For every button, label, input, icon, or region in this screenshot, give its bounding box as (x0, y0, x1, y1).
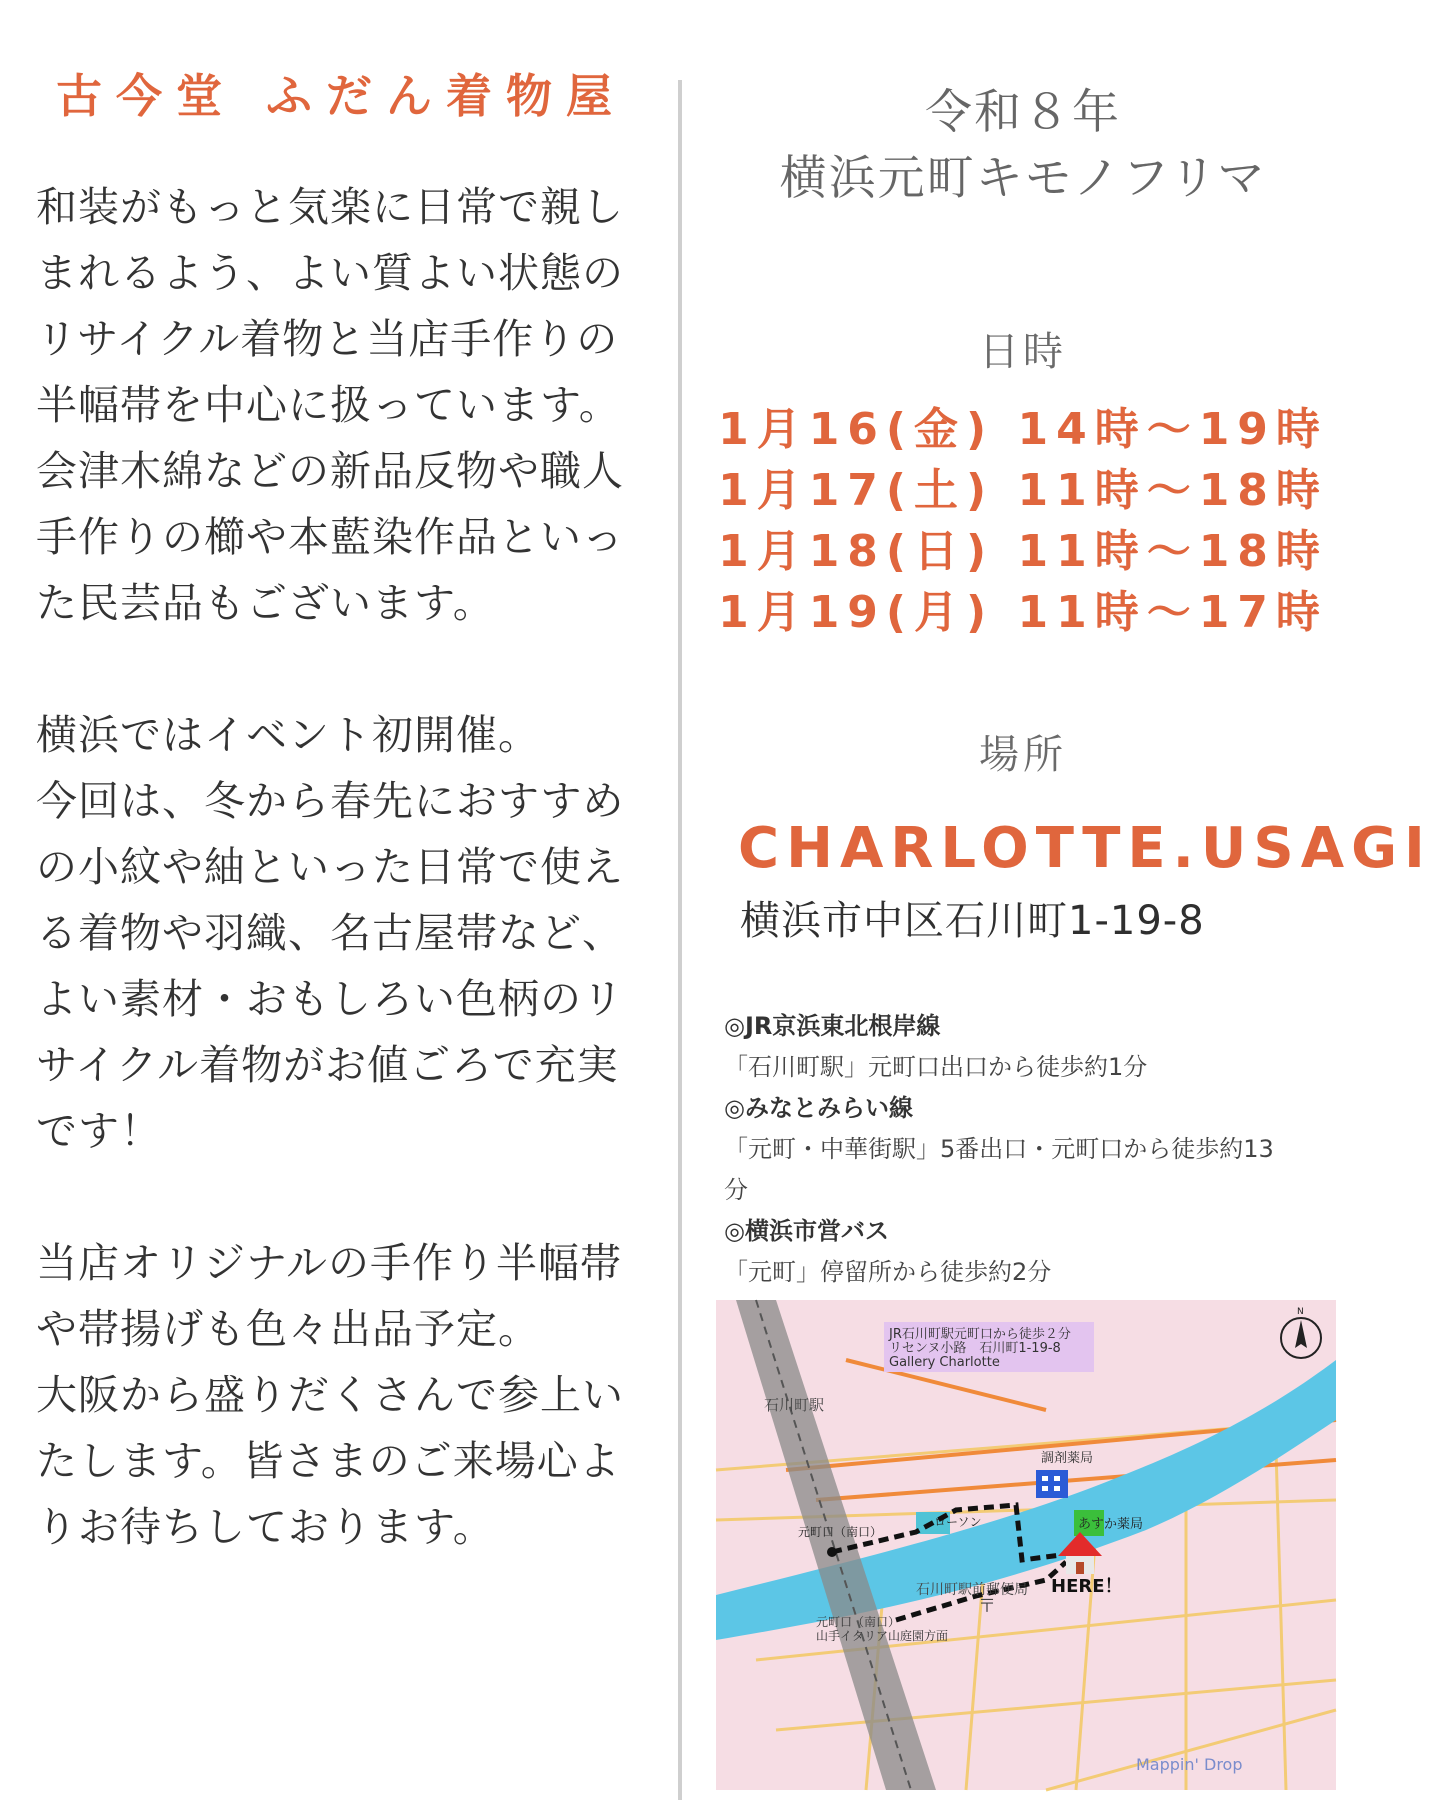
event-info-column (708, 80, 1432, 1293)
text-line: や帯揚げも色々出品予定。 (36, 1305, 540, 1353)
map-pharmacy1-label: 調剤薬局 (1041, 1451, 1094, 1466)
column-divider (678, 80, 682, 1800)
map-exit-south-line1: 元町口（南口） (816, 1615, 901, 1629)
map-callout-line1: JR石川町駅元町口から徒歩２分 (889, 1327, 1071, 1342)
shop-intro-column (36, 60, 646, 1560)
text-line: た民芸品もございます。 (36, 579, 495, 627)
place-heading: 場所 (979, 732, 1067, 778)
access-info (724, 1006, 1338, 1293)
map-callout-line2: リセンヌ小路 石川町1-19-8 (889, 1341, 1061, 1356)
intro-paragraph-2 (36, 702, 646, 1164)
schedule-list (708, 399, 1338, 643)
text-line: 今回は、冬から春先におすすめ (36, 777, 625, 825)
map-callout-line3: Gallery Charlotte (889, 1355, 1000, 1370)
venue-address: 横浜市中区石川町1-19-8 (740, 898, 1205, 944)
datetime-heading: 日時 (979, 329, 1067, 375)
pharmacy-building-icon (1036, 1470, 1068, 1498)
event-title (708, 80, 1338, 212)
text-line: 手作りの櫛や本藍染作品といっ (36, 513, 624, 561)
intro-paragraph-1 (36, 174, 646, 636)
access-jr-title: ◎JR京浜東北根岸線 (724, 1012, 941, 1040)
map-exit-north-label: 元町口（南口） (798, 1525, 883, 1539)
map-post-office-label: 石川町駅前郵便局 (916, 1582, 1028, 1598)
schedule-day-1: 1月16(金) 14時～19時 (718, 404, 1328, 455)
access-bus-detail: 「元町」停留所から徒歩約2分 (724, 1258, 1052, 1286)
access-map (716, 1300, 1336, 1790)
text-line: の小紋や紬といった日常で使え (36, 843, 624, 891)
event-title-name: 横浜元町キモノフリマ (779, 151, 1267, 206)
access-mm-title: ◎みなとみらい線 (724, 1094, 913, 1122)
shop-name: 古今堂 ふだん着物屋 (55, 69, 626, 123)
event-title-era: 令和８年 (925, 85, 1121, 140)
map-lawson-label: ローソン (934, 1515, 982, 1529)
schedule-day-2: 1月17(土) 11時～18時 (718, 465, 1328, 516)
text-line: 横浜ではイベント初開催。 (36, 711, 540, 759)
svg-text:N: N (1297, 1307, 1304, 1317)
text-line: です！ (36, 1107, 162, 1155)
text-line: 会津木綿などの新品反物や職人 (36, 447, 624, 495)
text-line: りお待ちしております。 (36, 1503, 495, 1551)
intro-paragraph-3 (36, 1230, 646, 1560)
map-pharmacy2-label: あすか薬局 (1078, 1517, 1144, 1532)
access-mm-detail-cont: 分 (724, 1176, 748, 1204)
text-line: 半幅帯を中心に扱っています。 (36, 381, 621, 429)
access-bus-title: ◎横浜市営バス (724, 1217, 889, 1245)
post-office-icon: 〒 (978, 1596, 996, 1617)
text-line: 和装がもっと気楽に日常で親し (36, 183, 624, 231)
text-line: まれるよう、よい質よい状態の (36, 249, 624, 297)
access-jr-detail: 「石川町駅」元町口出口から徒歩約1分 (724, 1053, 1148, 1081)
map-credit: Mappin' Drop (1136, 1755, 1243, 1774)
text-line: よい素材・おもしろい色柄のリ (36, 975, 624, 1023)
access-mm-detail: 「元町・中華街駅」5番出口・元町口から徒歩約13 (724, 1135, 1274, 1163)
text-line: たします。皆さまのご来場心よ (36, 1437, 621, 1485)
venue-name: CHARLOTTE.USAGI (738, 816, 1432, 881)
map-here-label: HERE！ (1051, 1576, 1123, 1597)
schedule-day-3: 1月18(日) 11時～18時 (718, 526, 1328, 577)
text-line: サイクル着物がお値ごろで充実 (36, 1041, 619, 1089)
text-line: 当店オリジナルの手作り半幅帯 (36, 1239, 622, 1287)
text-line: リサイクル着物と当店手作りの (36, 315, 619, 363)
schedule-day-4: 1月19(月) 11時～17時 (718, 587, 1328, 638)
text-line: る着物や羽織、名古屋帯など、 (36, 909, 624, 957)
map-exit-south-line2: 山手イタリア山庭園方面 (816, 1629, 949, 1643)
map-station-label: 石川町駅 (764, 1396, 825, 1414)
text-line: 大阪から盛りだくさんで参上い (36, 1371, 624, 1419)
